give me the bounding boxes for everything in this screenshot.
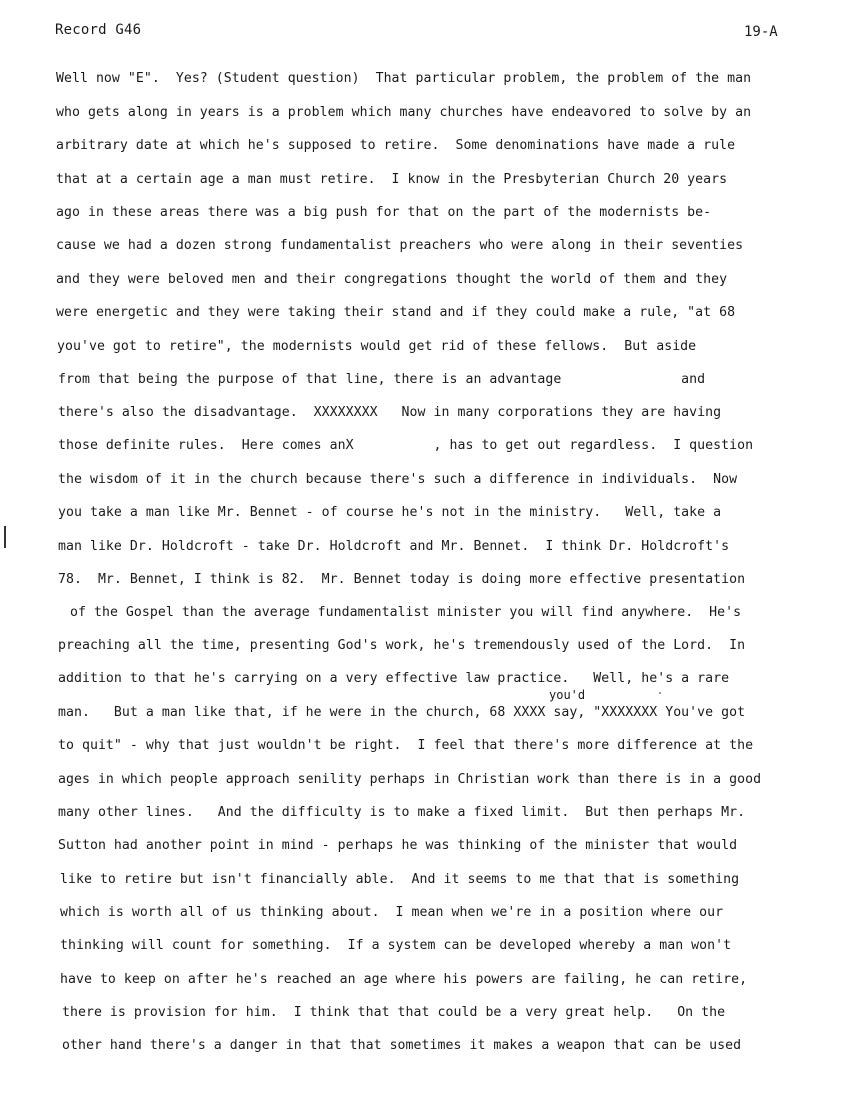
text-line: Well now "E". Yes? (Student question) That particular problem, the problem of the man xyxy=(56,71,752,86)
text-line: of the Gospel than the average fundamentalist minister you will find anywhere. He's xyxy=(70,605,742,620)
text-line: thinking will count for something. If a system can be developed whereby a man won't xyxy=(60,938,732,953)
text-line: that at a certain age a man must retire. I know in the Presbyterian Church 20 years xyxy=(56,172,728,187)
record-label: Record G46 xyxy=(55,22,142,38)
text-line: the wisdom of it in the church because there's such a difference in individuals. Now xyxy=(58,472,738,487)
text-line: have to keep on after he's reached an age where his powers are failing, he can retire, xyxy=(60,972,748,987)
text-line: you take a man like Mr. Bennet - of course he's not in the ministry. Well, take a xyxy=(58,505,722,520)
text-line: to quit" - why that just wouldn't be right. I feel that there's more difference at the xyxy=(58,738,754,753)
text-line: those definite rules. Here comes anX , has to get out regardless. I question xyxy=(58,438,754,453)
text-line: many other lines. And the difficulty is to make a fixed limit. But then perhaps Mr. xyxy=(58,805,746,820)
text-line: were energetic and they were taking their stand and if they could make a rule, "at 68 xyxy=(56,305,736,320)
text-line: 78. Mr. Bennet, I think is 82. Mr. Bennet today is doing more effective presentation xyxy=(58,572,746,587)
text-line: there is provision for him. I think that that could be a very great help. On the xyxy=(62,1005,726,1020)
page-number: 19-A xyxy=(744,24,778,40)
text-line: ago in these areas there was a big push for that on the part of the modernists be- xyxy=(56,205,712,220)
text-line: which is worth all of us thinking about. I mean when we're in a position where our xyxy=(60,905,724,920)
text-line: ages in which people approach senility perhaps in Christian work than there is in a good xyxy=(58,772,762,787)
text-line: from that being the purpose of that line, there is an advantage and xyxy=(58,372,706,387)
text-line: man. But a man like that, if he were in the church, 68 XXXX say, "XXXXXXX You've got xyxy=(58,705,746,720)
text-line: arbitrary date at which he's supposed to retire. Some denominations have made a rule xyxy=(56,138,736,153)
text-line: man like Dr. Holdcroft - take Dr. Holdcroft and Mr. Bennet. I think Dr. Holdcroft's xyxy=(58,539,730,554)
text-line: who gets along in years is a problem which many churches have endeavored to solve by an xyxy=(56,105,752,120)
text-line: you've got to retire", the modernists would get rid of these fellows. But aside xyxy=(57,339,697,354)
text-line: other hand there's a danger in that that sometimes it makes a weapon that can be used xyxy=(62,1038,742,1053)
text-line: there's also the disadvantage. XXXXXXXX Now in many corporations they are having xyxy=(58,405,722,420)
text-line: like to retire but isn't financially able. And it seems to me that that is something xyxy=(60,872,740,887)
text-line: addition to that he's carrying on a very effective law practice. Well, he's a rare xyxy=(58,671,730,686)
text-line: Sutton had another point in mind - perhaps he was thinking of the minister that would xyxy=(58,838,738,853)
stray-dot xyxy=(659,692,661,694)
interlinear-insert: you'd xyxy=(549,688,586,702)
text-line: preaching all the time, presenting God's work, he's tremendously used of the Lord. In xyxy=(58,638,746,653)
text-line: cause we had a dozen strong fundamentalist preachers who were along in their seventies xyxy=(56,238,744,253)
text-line: and they were beloved men and their congregations thought the world of them and they xyxy=(56,272,728,287)
margin-mark xyxy=(4,526,6,548)
